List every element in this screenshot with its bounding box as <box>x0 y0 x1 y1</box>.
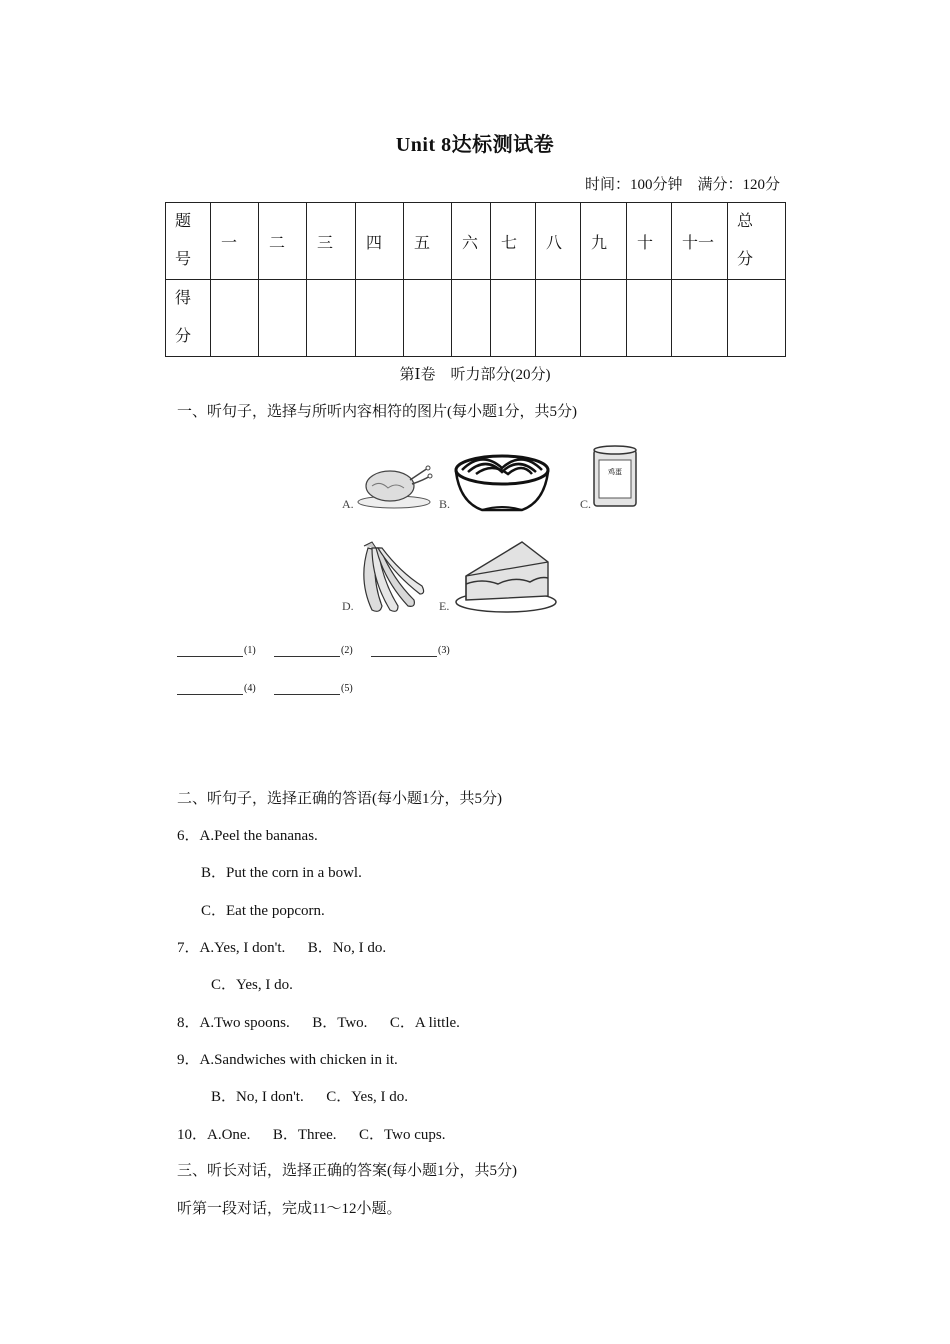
column-header-total <box>728 203 786 280</box>
picture-label-a: A. <box>342 497 354 511</box>
column-header: 三 <box>307 203 356 280</box>
column-header: 四 <box>356 203 404 280</box>
column-header: 十 <box>627 203 672 280</box>
question-line: B．Put the corn in a bowl. <box>201 865 362 881</box>
question-line: 8．A.Two spoons. B．Two. C．A little. <box>177 1015 460 1031</box>
question-line: 6．A.Peel the bananas. <box>177 828 318 844</box>
score-cell[interactable] <box>259 280 307 357</box>
column-header: 九 <box>581 203 627 280</box>
column-header: 六 <box>452 203 491 280</box>
row-header-char: 分 <box>175 328 192 345</box>
score-cell[interactable] <box>452 280 491 357</box>
section-one-heading: 一、听句子，选择与所听内容相符的图片(每小题1分，共5分) <box>177 404 577 420</box>
answer-blank[interactable] <box>177 680 256 698</box>
question-line: 10．A.One. B．Three. C．Two cups. <box>177 1127 446 1143</box>
score-cell[interactable] <box>672 280 728 357</box>
row-header-char: 得 <box>175 290 192 307</box>
blank-number: (1) <box>244 645 256 656</box>
can-image <box>590 444 640 510</box>
question-line: B．No, I don't. C．Yes, I do. <box>211 1089 409 1105</box>
section-three-subheading: 听第一段对话，完成11～12小题。 <box>177 1201 402 1217</box>
score-cell-total[interactable] <box>728 280 786 357</box>
column-header: 一 <box>211 203 259 280</box>
picture-label-b: B. <box>439 497 451 511</box>
score-cell[interactable] <box>211 280 259 357</box>
total-header-char: 分 <box>737 251 754 268</box>
question-line: 9．A.Sandwiches with chicken in it. <box>177 1052 398 1068</box>
score-cell[interactable] <box>356 280 404 357</box>
row-header-question-number <box>166 203 211 280</box>
picture-label-e: E. <box>439 599 450 613</box>
picture-label-c: C. <box>580 497 592 511</box>
score-cell[interactable] <box>627 280 672 357</box>
score-cell[interactable] <box>491 280 536 357</box>
score-table <box>165 202 786 357</box>
score-cell[interactable] <box>307 280 356 357</box>
answer-blank[interactable] <box>274 680 353 698</box>
section-two-heading: 二、听句子，选择正确的答语(每小题1分，共5分) <box>177 791 502 807</box>
can-label-text: 鸡蛋 <box>608 468 622 476</box>
part-one-heading: 第Ⅰ卷 听力部分(20分) <box>399 367 551 383</box>
blank-number: (3) <box>438 645 450 656</box>
score-cell[interactable] <box>536 280 581 357</box>
cake-slice-image <box>452 536 560 616</box>
time-and-score-info: 时间：100分钟 满分：120分 <box>584 177 780 193</box>
section-three-heading: 三、听长对话，选择正确的答案(每小题1分，共5分) <box>177 1163 517 1179</box>
answer-blank[interactable] <box>274 642 353 660</box>
column-header: 二 <box>259 203 307 280</box>
column-header: 十一 <box>672 203 728 280</box>
answer-blank[interactable] <box>371 642 450 660</box>
row-header-score <box>166 280 211 357</box>
score-cell[interactable] <box>404 280 452 357</box>
score-cell[interactable] <box>581 280 627 357</box>
question-line: C．Yes, I do. <box>211 977 293 993</box>
blank-number: (4) <box>244 683 256 694</box>
column-header: 七 <box>491 203 536 280</box>
picture-label-d: D. <box>342 599 354 613</box>
column-header: 五 <box>404 203 452 280</box>
blank-number: (5) <box>341 683 353 694</box>
row-header-char: 号 <box>175 251 192 268</box>
total-header-char: 总 <box>737 213 754 230</box>
noodle-bowl-image <box>452 446 552 516</box>
bananas-image <box>354 540 426 616</box>
blank-number: (2) <box>341 645 353 656</box>
question-line: C．Eat the popcorn. <box>201 903 325 919</box>
document-title: Unit 8达标测试卷 <box>395 134 555 156</box>
answer-blank[interactable] <box>177 642 256 660</box>
row-header-char: 题 <box>175 213 192 230</box>
roast-chicken-image <box>354 458 434 510</box>
column-header: 八 <box>536 203 581 280</box>
question-line: 7．A.Yes, I don't. B．No, I do. <box>177 940 387 956</box>
